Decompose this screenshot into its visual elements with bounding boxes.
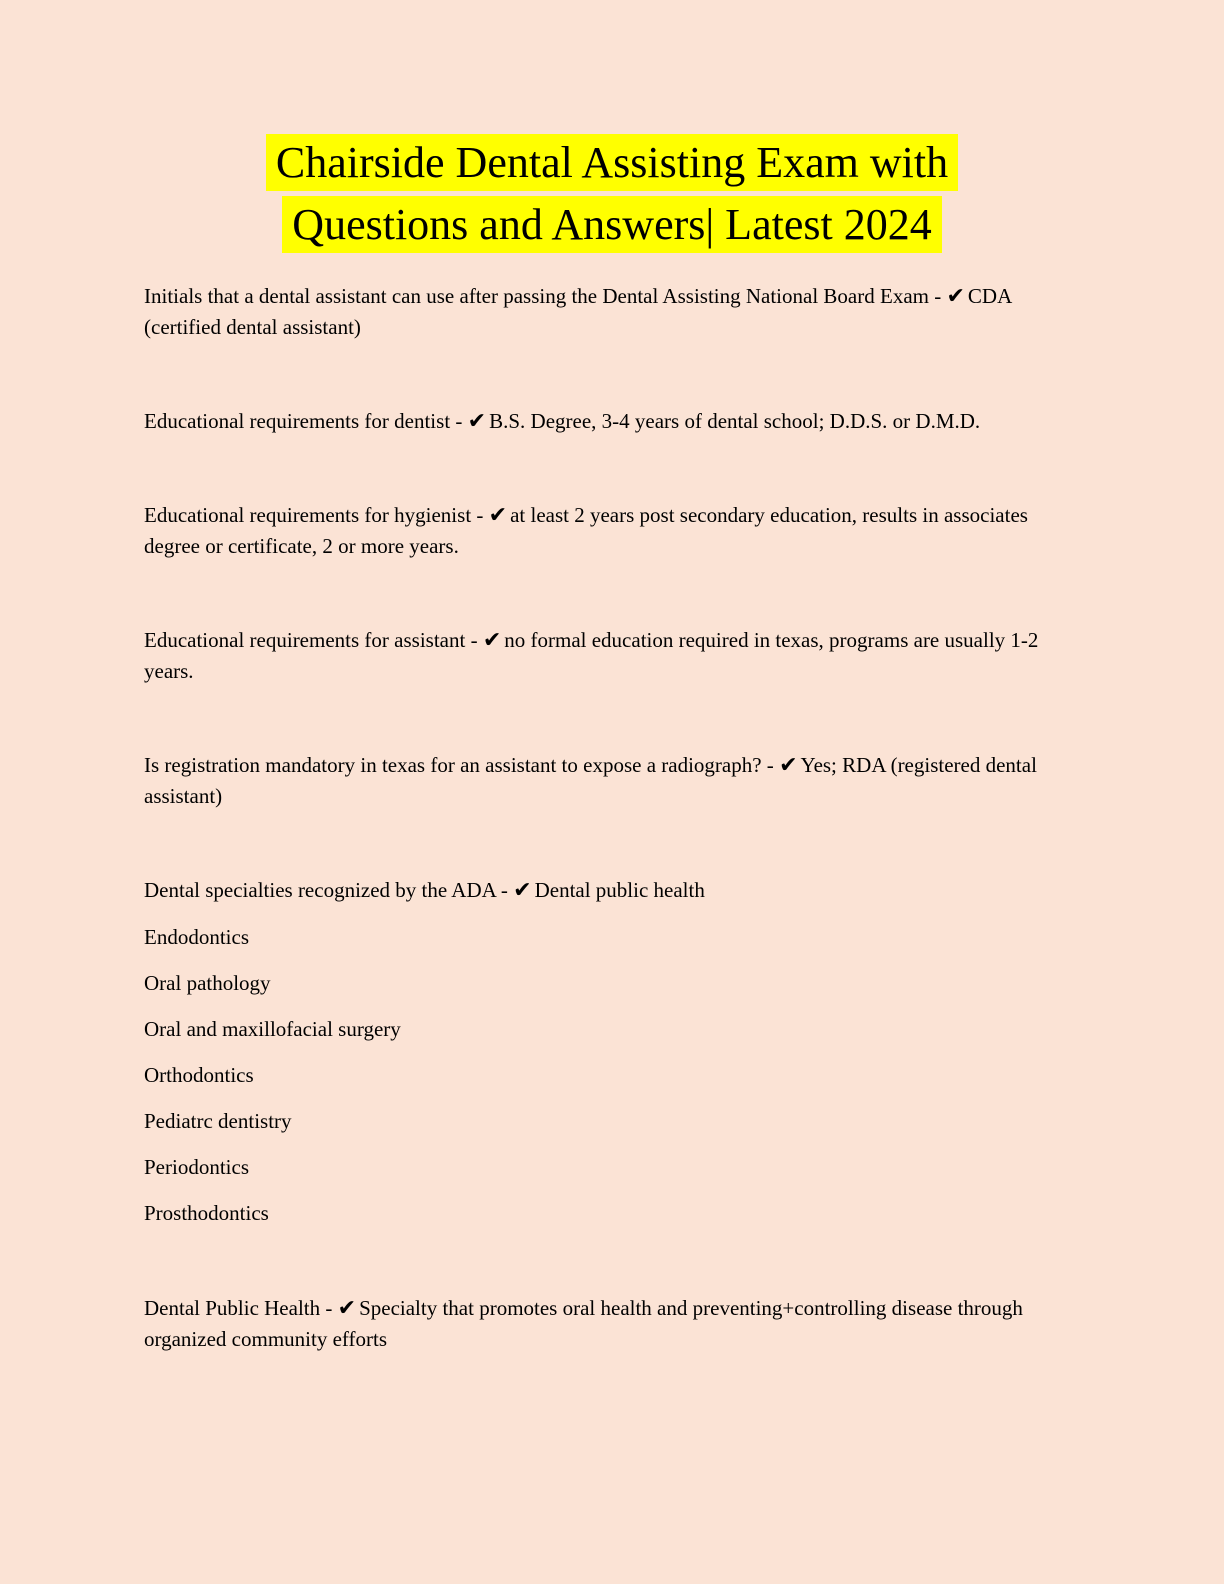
qa-question: Dental Public Health -: [144, 1296, 333, 1320]
checkmark-icon: ✔: [482, 628, 502, 653]
qa-answer: Dental public health: [534, 878, 705, 902]
page-title-line2: Questions and Answers| Latest 2024: [282, 196, 941, 253]
qa-question: Is registration mandatory in texas for an assistant to expose a radiograph? -: [144, 753, 774, 777]
qa-item: [144, 500, 1080, 562]
qa-item: [144, 1293, 1080, 1355]
checkmark-icon: ✔: [467, 409, 487, 434]
qa-question: Educational requirements for dentist -: [144, 409, 463, 433]
specialty-item: Endodontics: [144, 925, 249, 949]
qa-item: [144, 406, 1080, 437]
checkmark-icon: ✔: [513, 878, 532, 903]
qa-answer: at least 2 years post secondary education, results in associates degree or certificate, 2 or more years.: [144, 503, 1028, 558]
qa-item: [144, 625, 1080, 687]
qa-answer: Yes; RDA (registered dental assistant): [144, 753, 1037, 808]
qa-question: Initials that a dental assistant can use after passing the Dental Assisting National Board Exam -: [144, 284, 942, 308]
qa-question: Educational requirements for assistant -: [144, 628, 478, 652]
qa-item: [144, 281, 1080, 343]
qa-answer: Specialty that promotes oral health and preventing+controlling disease through organized community efforts: [144, 1296, 1023, 1351]
page-title-line1: Chairside Dental Assisting Exam with: [266, 134, 958, 191]
checkmark-icon: ✔: [337, 1296, 357, 1321]
qa-answer: B.S. Degree, 3-4 years of dental school; D.D.S. or D.M.D.: [489, 409, 981, 433]
specialty-item: Prosthodontics: [144, 1201, 269, 1225]
checkmark-icon: ✔: [946, 284, 965, 309]
checkmark-icon: ✔: [779, 753, 798, 778]
qa-answer: no formal education required in texas, programs are usually 1-2 years.: [144, 628, 1039, 683]
qa-question: Educational requirements for hygienist -: [144, 503, 484, 527]
specialty-item: Orthodontics: [144, 1063, 254, 1087]
specialty-item: Periodontics: [144, 1155, 249, 1179]
specialty-item: Oral and maxillofacial surgery: [144, 1017, 401, 1041]
qa-item: [144, 750, 1080, 812]
qa-item: [144, 875, 1080, 906]
specialty-item: Pediatrc dentistry: [144, 1109, 292, 1133]
qa-question: Dental specialties recognized by the ADA -: [144, 878, 508, 902]
specialty-item: Oral pathology: [144, 971, 271, 995]
page-title: [144, 132, 1080, 256]
qa-answer: CDA (certified dental assistant): [144, 284, 1012, 339]
checkmark-icon: ✔: [488, 503, 508, 528]
